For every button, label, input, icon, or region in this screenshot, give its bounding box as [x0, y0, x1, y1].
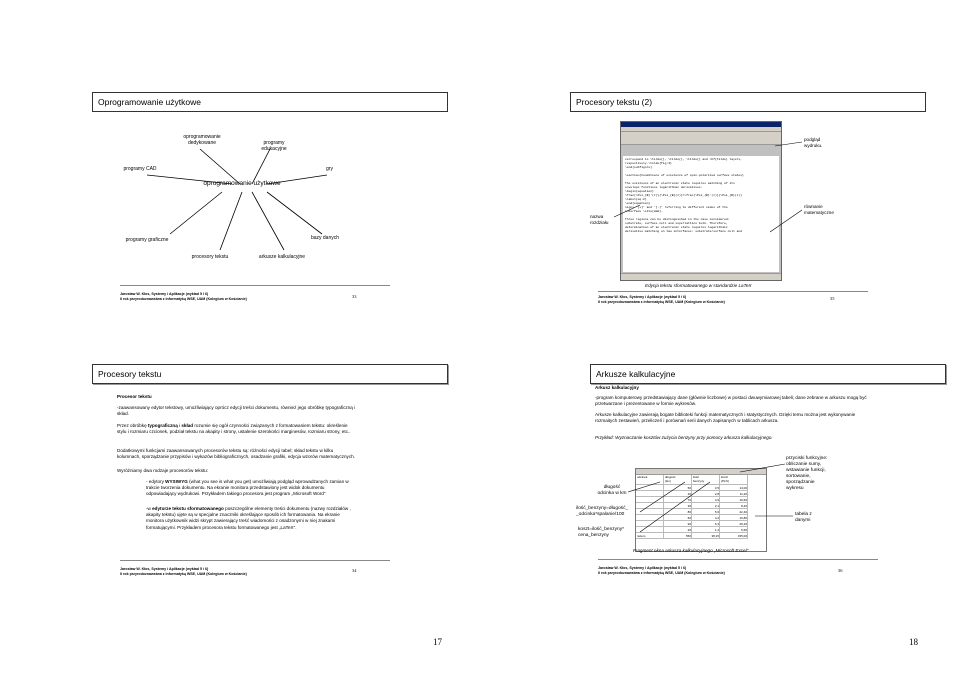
node-edukacyjne: programy edukacyjne: [261, 140, 287, 152]
slide-page-number: 34: [352, 568, 357, 573]
sheet-cell[interactable]: 3,5: [692, 485, 720, 491]
p2-text: Przez obróbkę: [117, 423, 148, 428]
paragraph-5: [146, 479, 356, 498]
node-arkusze: arkusze kalkulacyjne: [258, 254, 306, 260]
footer: [120, 292, 390, 302]
sheet-header-cell: koszt (PLN): [720, 475, 748, 485]
footer: [598, 295, 868, 305]
sheet-cell[interactable]: 2,8: [692, 491, 720, 497]
sheet-cell[interactable]: 14,00: [720, 485, 748, 491]
paragraph-3: Przykład: Wyznaczanie kosztów zużycia benzyny przy pomocy arkusza kalkulacyjnego.: [595, 435, 773, 440]
sheet-header-cell: długość (km): [664, 475, 692, 485]
slide-33: [92, 92, 448, 322]
p2-mid: i: [177, 423, 182, 428]
node-uzytkowe: oprogramowanie użytkowe: [203, 180, 281, 187]
paragraph-1: -program komputerowy przedstawiający dane (głównie liczbowe) w postaci dwuwymiarowej tabeli; dane zebrane w arkuszu mogą być przetwarzane i prezentowane w formie wykresów.: [595, 395, 867, 407]
slide-34: [92, 364, 448, 579]
sheet-cell[interactable]: 550: [664, 533, 692, 539]
sheet-cell[interactable]: 19,60: [720, 497, 748, 503]
sheet-header-cell: odcinek: [636, 475, 664, 485]
editor-line: correspond to \tilde{}, \tilde{}, \tilde{} and \bf{tilde} layers,: [625, 158, 743, 161]
sheet-cell[interactable]: 155,00: [720, 533, 748, 539]
footer-divider: [598, 559, 878, 560]
editor-line: respectively.\tilde{fig:3}: [625, 162, 672, 165]
slide-title: Procesory tekstu (2): [570, 92, 926, 112]
editor-line: The existence of an electronic state requires matching of its: [625, 182, 735, 185]
sheet-cell[interactable]: 11,20: [720, 491, 748, 497]
page-number-left: 17: [433, 637, 442, 647]
paragraph-3: Dodatkowymi funkcjami zaawansowanych procesorów tekstu są: różności edycji tabel; skład tekstu w kilku kolumnach, sporządzanie przypisów i wykazów bibliograficznych, osadzanie grafiki, edycja wzorów matematycznych.: [117, 448, 355, 460]
footer-line2: II rok przyrodoznawstwa z informatyką WSE, UAM (Kolegium w Kościanie): [120, 572, 247, 576]
page-number-right: 18: [909, 637, 918, 647]
heading: Arkusz kalkulacyjny: [595, 385, 639, 390]
annotation-arrows: [590, 364, 946, 579]
footer: [598, 566, 868, 576]
sheet-header-cell: ilość benzyny: [692, 475, 720, 485]
sheet-cell[interactable]: razem: [636, 533, 664, 539]
editor-line: Three regions can be distinguished in the case considered:: [625, 218, 730, 221]
node-bazy: bazy danych: [310, 235, 340, 241]
p2-post: rozumie się ogół czynności związanych z formatowaniem tekstu: określenie stylu i rozmiaru czcionek, podział tekstu na akapity i strony, ustalenie szerokości marginesów, rozmiaru strony, etc..: [117, 423, 351, 435]
slide-35: [570, 92, 926, 322]
footer-line2: II rok przyrodoznawstwa z informatyką WSE, UAM (Kolegium w Kościanie): [598, 300, 725, 304]
editor-line: \begin{equation}: [625, 190, 654, 193]
sheet-cell[interactable]: 16,80: [720, 515, 748, 521]
p6-pre: -w: [146, 506, 153, 511]
footer-line1: Jarosław W. Kłos, Systemy i Aplikacje (wykład 5 i 6): [120, 292, 209, 296]
editor-line: \label{eq:2}: [625, 198, 647, 201]
sheet-caption: Fragment okna arkusza kalkulacyjnego „Microsoft Excel": [633, 548, 749, 553]
node-cad: programy CAD: [123, 166, 157, 172]
sheet-cell[interactable]: 2,1: [692, 503, 720, 509]
editor-line: envelope functions logarithmic derivatives:: [625, 186, 703, 189]
footer-divider: [120, 285, 390, 286]
slide-title: Arkusze kalkulacyjne: [590, 364, 946, 384]
sheet-cell[interactable]: 5,60: [720, 527, 748, 533]
heading: Procesor tekstu: [117, 394, 152, 399]
slide-page-number: 33: [352, 294, 357, 299]
sheet-cell[interactable]: 5,6: [692, 509, 720, 515]
sheet-cell[interactable]: 22,40: [720, 509, 748, 515]
footer-line1: Jarosław W. Kłos, Systemy i Aplikacje (wykład 5 i 6): [598, 295, 687, 299]
editor-caption: Edycja tekstu sformatowanego w standardzie LaTeX: [645, 283, 752, 288]
label-ilosc: ilość_benzyny=długość_ _odcinka*spalanie/100: [576, 506, 629, 517]
sheet-cell[interactable]: 70: [664, 497, 692, 503]
paragraph-2: Arkusze kalkulacyjne zawierają bogate biblioteki funkcji matematycznych i statystycznych. Dzięki temu można jest wykonywanie rozmaitych zestawień, przeliczeń i porównań serii danych zapisanych w tablicach arkusza.: [595, 412, 856, 424]
footer-line1: Jarosław W. Kłos, Systemy i Aplikacje (wykład 5 i 6): [120, 567, 209, 571]
footer-line2: II rok przyrodoznawstwa z informatyką WSE, UAM (Kolegium w Kościanie): [120, 297, 247, 301]
sheet-cell[interactable]: 8,40: [720, 503, 748, 509]
slide-title: Procesory tekstu: [92, 364, 448, 384]
sheet-cell[interactable]: 20: [664, 527, 692, 533]
software-tree-diagram: [92, 112, 448, 292]
editor-line: \end{subfigure}: [625, 166, 653, 169]
node-procesory: procesory tekstu: [191, 254, 229, 260]
p6-bold: edytorze tekstu sformatowanego: [152, 506, 224, 511]
p5-pre: - edytory: [146, 479, 166, 484]
sheet-cell[interactable]: 4,9: [692, 497, 720, 503]
footer-divider: [598, 291, 868, 292]
label-przyciski: przyciski funkcyjne: obliczanie sumy, wstawianie funkcji, sortowanie, sporządzanie wykresu: [786, 456, 828, 491]
footer-divider: [120, 560, 390, 561]
sheet-cell[interactable]: 25,20: [720, 521, 748, 527]
p2-bold2: skład: [181, 423, 194, 428]
node-graficzne: programy graficzne: [125, 237, 169, 243]
editor-line: \section{Conditions of existence of spin-polarized surface states}: [625, 174, 744, 177]
footer: [120, 567, 390, 577]
paragraph-6: [146, 506, 356, 531]
node-dedykowane: oprogramowanie dedykowane: [183, 134, 221, 146]
sheet-cell[interactable]: 1,4: [692, 527, 720, 533]
label-dlugosc: długość odcinka w km: [597, 485, 627, 496]
label-koszt: koszt=ilość_benzyny* cena_benzyny: [578, 527, 624, 538]
sheet-cell[interactable]: 38,15: [692, 533, 720, 539]
editor-line: substrate, surface cell and superlattice bulk. Therefore,: [625, 222, 728, 225]
slide-36: [576, 364, 946, 579]
sheet-cell[interactable]: 40: [664, 491, 692, 497]
footer-line2: II rok przyrodoznawstwa z informatyką WSE, UAM (Kolegium w Kościanie): [598, 571, 725, 575]
slide-title: Oprogramowanie użytkowe: [92, 92, 448, 112]
sheet-cell[interactable]: 30: [664, 503, 692, 509]
p2-bold: typograficzną: [147, 423, 178, 428]
paragraph-1: -zaawansowany edytor tekstowy, umożliwiający oprócz edycji treści dokumentu, również jego obróbkę typograficzną i skład.: [117, 405, 356, 417]
sheet-cell[interactable]: 80: [664, 509, 692, 515]
sheet-cell[interactable]: 50: [664, 485, 692, 491]
slide-page-number: 36: [838, 568, 843, 573]
label-tabela: tabela z danymi: [795, 512, 812, 523]
editor-line: derivative matching on two interfaces: substrate/surface cell and: [625, 230, 743, 233]
label-podglad: podgląd wydruku.: [804, 137, 823, 148]
editor-line: signs '[+]' and '[-]' referring to different sides of the: [625, 206, 728, 209]
footer-line1: Jarosław W. Kłos, Systemy i Aplikacje (wykład 5 i 6): [598, 566, 687, 570]
node-gry: gry: [326, 166, 333, 172]
paragraph-2: [117, 423, 357, 435]
sheet-cell[interactable]: 90: [664, 521, 692, 527]
p5-post: (what you see is what you get) umożliwiają podgląd wprowadzanych zamian w trakcie tworzenia dokumentu. Na ekranie monitora przedstawiony jest widok dokumentu odpowiadający wydrukowi. Przykładem takiego procesora jest program „Microsoft Word": [146, 479, 349, 497]
editor-line: interface \cite{ddd}.: [625, 210, 663, 213]
label-rownanie: równanie matematyczne: [804, 204, 834, 215]
sheet-cell[interactable]: 6,3: [692, 521, 720, 527]
p6-post: poszczególne elementy treści dokumentu (nazwy rozdziałów , akapity tekstu) ujęte są w specjalne znaczniki określające sposób ich formatowania. Na ekranie monitora użytkownik widzi skrypt zawierający treść wiadomości z osadzonymi w niej znakami formatującymi. Przykładem procesora tekstu formatowanego jest „LaTeX".: [146, 506, 351, 530]
paragraph-4: Wyróżniamy dwa rodzaje procesorów tekstu:: [117, 468, 209, 473]
slide-page-number: 35: [830, 296, 835, 301]
label-nazwa-rozdzialu: nazwa rozdziału: [590, 214, 609, 225]
sheet-cell[interactable]: 60: [664, 515, 692, 521]
sheet-cell[interactable]: 4,2: [692, 515, 720, 521]
p5-bold: WYSIWYG: [165, 479, 188, 484]
editor-line: \frac{\Psi_{B}'(z)}{\Psi_{B}(z)}=\frac{\Psi_{B}'(z)}{\Psi_{B}(z)}: [625, 194, 743, 197]
editor-line: \end{equation}: [625, 202, 651, 205]
editor-line: determination of an electronic state requires logarithmic: [625, 226, 728, 229]
